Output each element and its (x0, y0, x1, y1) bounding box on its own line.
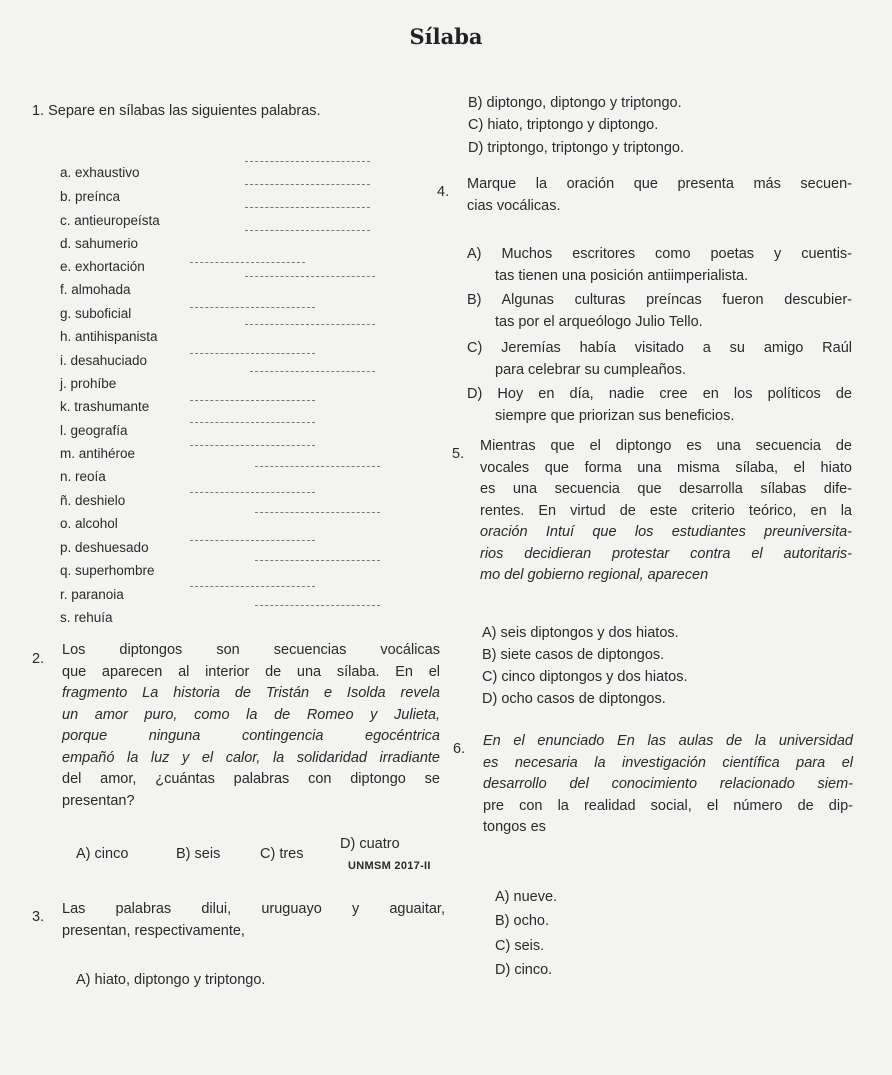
answer-line[interactable] (190, 540, 315, 541)
q1-word: l. geografía (60, 423, 128, 438)
answer-line[interactable] (245, 230, 370, 231)
q6-number: 6. (453, 741, 466, 757)
answer-line[interactable] (190, 400, 315, 401)
q2-line: presentan? (62, 792, 135, 809)
answer-line[interactable] (255, 605, 380, 606)
q4-option-d[interactable]: D) Hoy en día, nadie cree en los políticos de siempre que priorizan sus beneficios. (467, 386, 852, 424)
q5-number: 5. (452, 446, 465, 462)
q1-word: g. suboficial (60, 306, 132, 321)
q4-line: cias vocálicas. (467, 197, 561, 214)
q6-line: pre con la realidad social, el número de dip- (483, 797, 853, 814)
answer-line[interactable] (250, 371, 375, 372)
q5-option-b[interactable]: B) siete casos de diptongos. (482, 647, 665, 663)
q2-number: 2. (32, 651, 45, 667)
answer-line[interactable] (245, 276, 375, 277)
q1-word: n. reoía (60, 469, 106, 484)
q6-text (483, 731, 853, 839)
q2-option-d[interactable]: D) cuatro (340, 836, 400, 852)
q6-option-c[interactable]: C) seis. (495, 938, 545, 954)
q1-prompt: 1. Separe en sílabas las siguientes palabras. (32, 103, 321, 119)
q6-option-d[interactable]: D) cinco. (495, 962, 553, 978)
answer-line[interactable] (190, 586, 315, 587)
q1-word: r. paranoia (60, 587, 124, 602)
q2-text (62, 640, 440, 812)
answer-line[interactable] (190, 422, 315, 423)
answer-line[interactable] (245, 324, 375, 325)
q1-word: ñ. deshielo (60, 493, 126, 508)
answer-line[interactable] (190, 445, 315, 446)
q4-option-c[interactable]: C) Jeremías había visitado a su amigo Raúl para celebrar su cumpleaños. (467, 340, 852, 378)
q5-line: mo del gobierno regional, aparecen (480, 567, 709, 583)
q5-line: es una secuencia que desarrolla sílabas dife- (480, 481, 852, 497)
q2-option-c[interactable]: C) tres (260, 846, 304, 862)
q5-option-a[interactable]: A) seis diptongos y dos hiatos. (482, 625, 679, 641)
q3-option-b[interactable]: B) diptongo, diptongo y triptongo. (468, 95, 682, 111)
q2-line: empañó la luz y el calor, la solidaridad irradiante (62, 749, 440, 766)
q2-source: UNMSM 2017-II (348, 860, 431, 872)
q1-word: j. prohíbe (60, 376, 117, 391)
q5-option-d[interactable]: D) ocho casos de diptongos. (482, 691, 666, 707)
q5-line: rentes. En virtud de este criterio teórico, en la (480, 502, 852, 519)
q3-text (62, 899, 445, 942)
q4-line: Marque la oración que presenta más secuen- (467, 176, 852, 192)
answer-line[interactable] (190, 353, 315, 354)
q1-word: o. alcohol (60, 516, 118, 531)
q6-line: En el enunciado En las aulas de la universidad (483, 733, 853, 749)
q3-option-d[interactable]: D) triptongo, triptongo y triptongo. (468, 140, 685, 156)
q1-word: h. antihispanista (60, 329, 158, 344)
q5-line: Mientras que el diptongo es una secuencia de (480, 438, 852, 454)
q4-text (467, 174, 852, 217)
q1-word: q. superhombre (60, 563, 155, 578)
q2-line: fragmento La historia de Tristán e Isolda revela (62, 685, 440, 701)
q1-word: e. exhortación (60, 259, 145, 274)
q6-line: tongos es (483, 819, 546, 835)
q1-word: p. deshuesado (60, 540, 149, 555)
q1-word: i. desahuciado (60, 353, 148, 368)
answer-line[interactable] (190, 262, 305, 263)
q1-word: b. preínca (60, 189, 121, 204)
q1-word: k. trashumante (60, 399, 150, 414)
q2-line: que aparecen al interior de una sílaba. En el (62, 663, 440, 680)
q5-option-c[interactable]: C) cinco diptongos y dos hiatos. (482, 669, 688, 685)
q2-line: un amor puro, como la de Romeo y Julieta, (62, 706, 440, 723)
q3-line: presentan, respectivamente, (62, 922, 245, 939)
q6-option-a[interactable]: A) nueve. (495, 889, 558, 905)
q5-line: oración Intuí que los estudiantes preuniversita- (480, 524, 852, 540)
answer-line[interactable] (190, 307, 315, 308)
answer-line[interactable] (255, 560, 380, 561)
q4-option-b[interactable]: B) Algunas culturas preíncas fueron descubier- tas por el arqueólogo Julio Tello. (467, 292, 852, 330)
answer-line[interactable] (245, 161, 370, 162)
q3-option-a[interactable]: A) hiato, diptongo y triptongo. (76, 972, 266, 988)
q3-option-c[interactable]: C) hiato, triptongo y diptongo. (468, 117, 659, 133)
q1-word: f. almohada (60, 282, 131, 297)
q6-line: desarrollo del conocimiento relacionado siem- (483, 776, 853, 792)
answer-line[interactable] (245, 207, 370, 208)
q1-word: a. exhaustivo (60, 165, 140, 180)
q5-line: vocales que forma una misma sílaba, el hiato (480, 459, 852, 476)
answer-line[interactable] (190, 492, 315, 493)
q2-line: Los diptongos son secuencias vocálicas (62, 642, 440, 658)
q3-line: Las palabras dilui, uruguayo y aguaitar, (62, 901, 445, 917)
q2-option-a[interactable]: A) cinco (76, 846, 129, 862)
answer-line[interactable] (245, 184, 370, 185)
q1-word: m. antihéroe (60, 446, 136, 461)
q2-line: porque ninguna contingencia egocéntrica (62, 728, 440, 744)
q2-line: del amor, ¿cuántas palabras con diptongo se (62, 771, 440, 787)
q1-word: s. rehuía (60, 610, 113, 625)
q6-option-b[interactable]: B) ocho. (495, 913, 549, 929)
q1-word: d. sahumerio (60, 236, 139, 251)
q4-option-a[interactable]: A) Muchos escritores como poetas y cuentis- tas tienen una posición antiimperialista. (467, 246, 852, 284)
answer-line[interactable] (255, 512, 380, 513)
answer-line[interactable] (255, 466, 380, 467)
q2-option-b[interactable]: B) seis (176, 846, 221, 862)
q5-line: rios decidieran protestar contra el autoritaris- (480, 545, 852, 562)
page-title: Sílaba (409, 24, 483, 49)
q4-number: 4. (437, 184, 450, 200)
q3-number: 3. (32, 909, 45, 925)
q6-line: es necesaria la investigación científica para el (483, 754, 853, 771)
q1-word: c. antieuropeísta (60, 213, 160, 228)
q5-text (480, 436, 852, 587)
